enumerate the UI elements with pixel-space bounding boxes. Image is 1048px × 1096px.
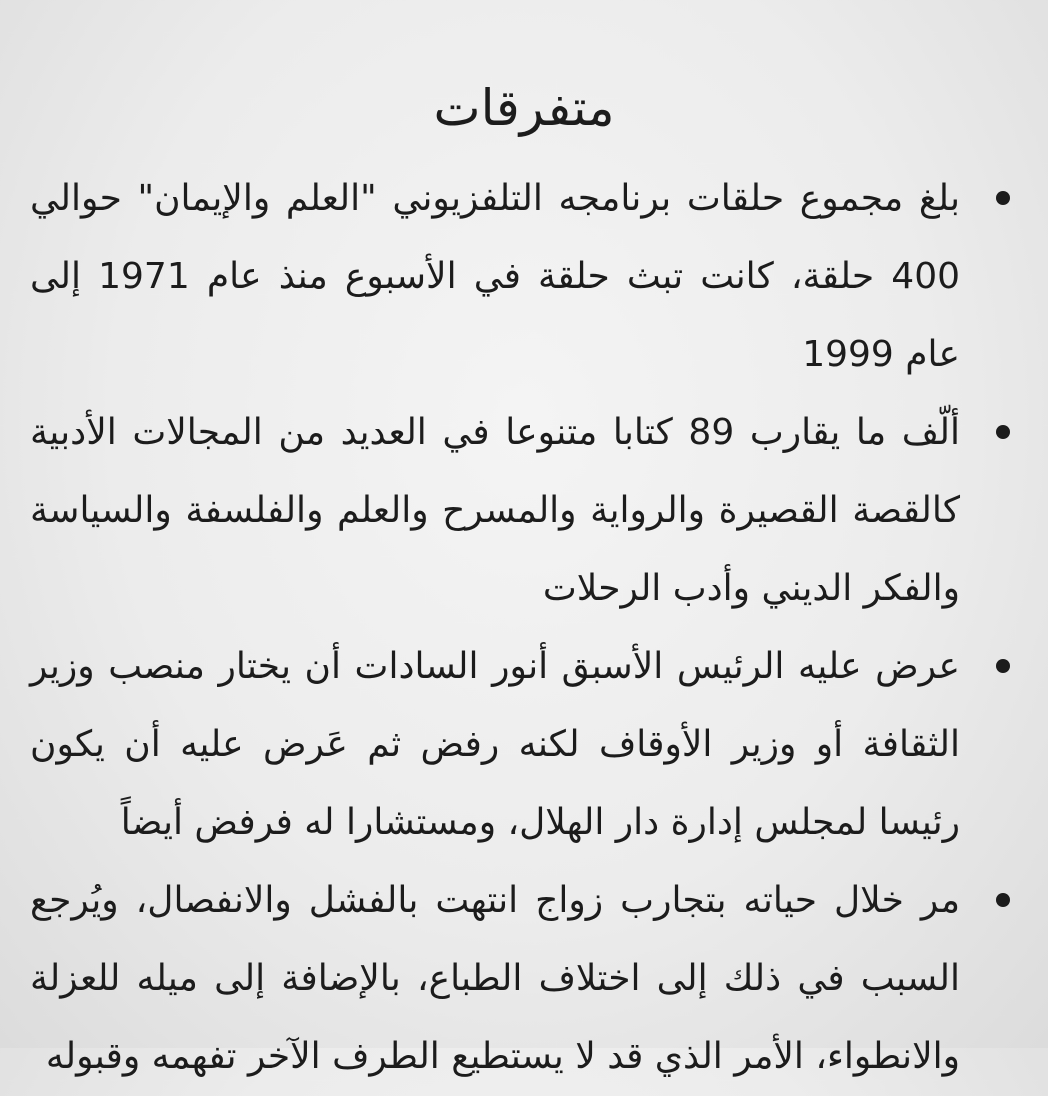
bullet-item	[30, 160, 1010, 394]
bullet-dot-icon	[996, 425, 1010, 439]
bullet-item	[30, 862, 1010, 1096]
bullet-text: ألّف ما يقارب 89 كتابا متنوعا في العديد من المجالات الأدبية كالقصة القصيرة والرواية والمسرح والعلم والفلسفة والسياسة والفكر الديني وأدب الرحلات	[30, 412, 960, 609]
bullet-text: بلغ مجموع حلقات برنامجه التلفزيوني "العلم والإيمان" حوالي 400 حلقة، كانت تبث حلقة في الأسبوع منذ عام 1971 إلى عام 1999	[30, 178, 961, 375]
bullet-list	[30, 160, 1010, 1096]
bullet-dot-icon	[996, 893, 1010, 907]
bullet-item	[30, 394, 1010, 628]
bullet-text: مر خلال حياته بتجارب زواج انتهت بالفشل والانفصال، ويُرجع السبب في ذلك إلى اختلاف الطباع، بالإضافة إلى ميله للعزلة والانطواء، الأمر الذي قد لا يستطيع الطرف الآخر تفهمه وقبوله	[30, 880, 960, 1077]
bullet-dot-icon	[996, 659, 1010, 673]
bullet-text: عرض عليه الرئيس الأسبق أنور السادات أن يختار منصب وزير الثقافة أو وزير الأوقاف لكنه رفض ثم عَرض عليه أن يكون رئيسا لمجلس إدارة دار الهلال، ومستشارا له فرفض أيضاً	[30, 646, 960, 843]
bullet-dot-icon	[996, 191, 1010, 205]
bullet-item	[30, 628, 1010, 862]
slide-title: متفرقات	[433, 79, 615, 137]
